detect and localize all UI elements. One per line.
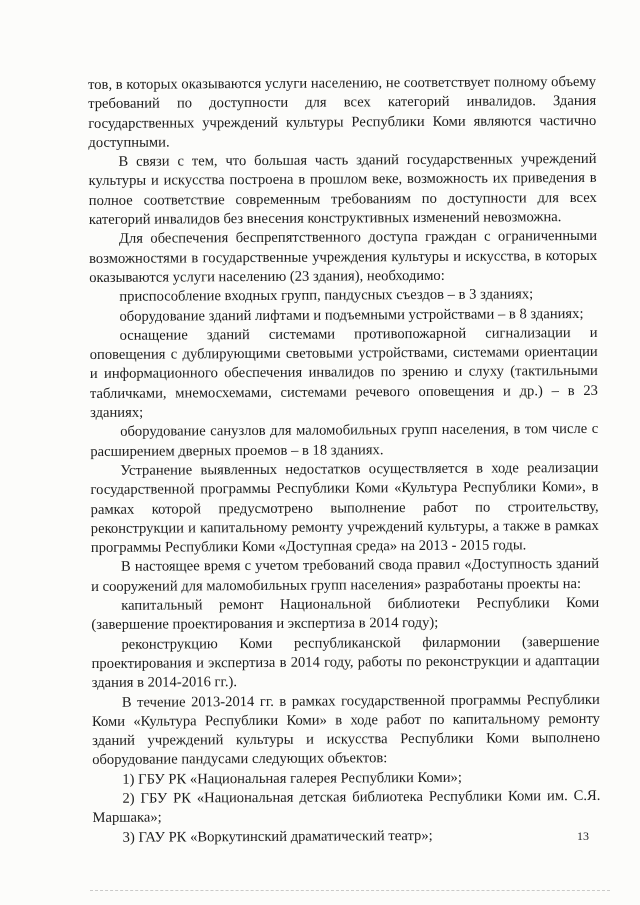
document-body <box>88 73 601 848</box>
list-item-philharmonic: реконструкцию Коми республиканской филармонии (завершение проектирования и экспертиза в 2014 году, работы по реконструкции и адаптации здания в 2014-2016 гг.). <box>91 633 600 692</box>
paragraph-requirements-intro: Для обеспечения беспрепятственного доступа граждан с ограниченными возможностями в государственные учреждения культуры и искусства, в которых оказываются услуги населению (23 здания), необходимо: <box>89 228 598 286</box>
list-item-entrances: приспособление входных групп, пандусных съездов – в 3 зданиях; <box>119 286 534 306</box>
list-item-elevators: оборудование зданий лифтами и подъемными устройствами – в 8 зданиях; <box>119 305 584 325</box>
list-item-national-gallery: 1) ГБУ РК «Национальная галерея Республики Коми»; <box>122 769 462 788</box>
list-item-national-library: капитальный ремонт Национальной библиотеки Республики Коми (завершение проектирования и экспертиза в 2014 году); <box>91 594 600 634</box>
page-number: 13 <box>577 829 589 843</box>
paragraph-building-age: В связи с тем, что большая часть зданий государственных учреждений культуры и искусства построена в прошлом веке, возможность их приведения в полное соответствие современным требованиям по доступности для всех категорий инвалидов без внесения конструктивных изменений невозможна. <box>88 151 597 229</box>
list-item-vorkuta-theatre: 3) ГАУ РК «Воркутинский драматический театр»; <box>122 827 433 846</box>
list-item-restrooms: оборудование санузлов для маломобильных групп населения, в том числе с расширением дверных проемов – в 18 зданиях. <box>90 421 599 460</box>
paragraph-program-remediation: Устранение выявленных недостатков осуществляется в ходе реализации государственной программы Республики Коми «Культура Республики Коми», в рамках которой предусмотрено выполнение работ по строительству, реконструкции и капитальному ремонту учреждений культуры, а также в рамках программы Республики Коми «Доступная среда» на 2013 - 2015 годы. <box>90 459 599 557</box>
paragraph-projects-intro: В настоящее время с учетом требований свода правил «Доступность зданий и сооружений для маломобильных групп населения» разработаны проекты на: <box>91 556 600 595</box>
paragraph-ramps-intro: В течение 2013-2014 гг. в рамках государственной программы Республики Коми «Культура Республики Коми» в ходе работ по капитальному ремонту зданий учреждений культуры и искусства Республики Коми выполнено оборудование пандусами следующих объектов: <box>91 691 601 769</box>
list-item-alarm-systems: оснащение зданий системами противопожарной сигнализации и оповещения с дублирующими световыми устройствами, системами ориентации и информационного обеспечения инвалидов по зрению и слуху (тактильными табличками, мнемосхемами, системами речевого оповещения и др.) – в 23 зданиях; <box>89 324 598 422</box>
scan-edge-divider <box>90 890 610 891</box>
paragraph-accessibility-status: тов, в которых оказываются услуги населению, не соответствует полному объему требований по доступности для всех категорий инвалидов. Здания государственных учреждений культуры Республики Коми являются частично доступными. <box>88 73 597 151</box>
list-item-childrens-library: 2) ГБУ РК «Национальная детская библиотека Республики Коми им. С.Я. Маршака»; <box>92 787 601 827</box>
